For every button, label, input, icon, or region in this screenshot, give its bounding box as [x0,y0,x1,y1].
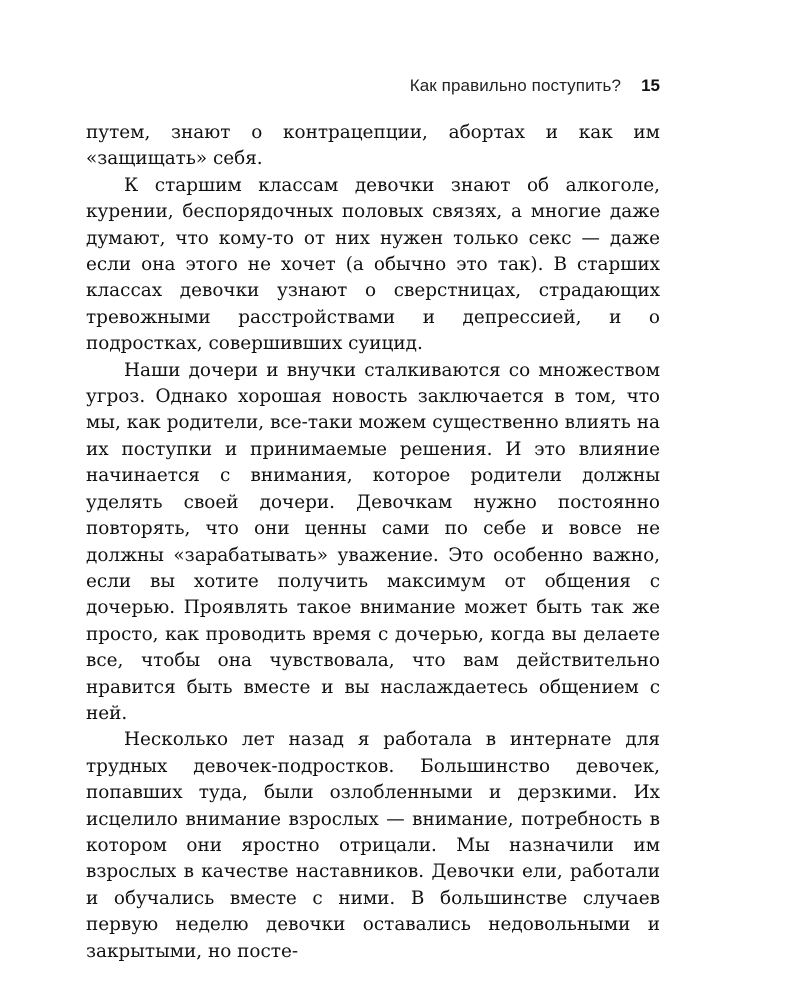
body-text [86,120,660,965]
paragraph: Наши дочери и внучки сталкиваются со множеством угроз. Однако хорошая новость заключается в том, что мы, как родители, все-таки можем существенно влиять на их поступки и принимаемые решения. И это влияние начинается с внимания, которое родители должны уделять своей дочери. Девочкам нужно постоянно повторять, что они ценны сами по себе и вовсе не должны «зарабатывать» уважение. Это особенно важно, если вы хотите получить максимум от общения с дочерью. Проявлять такое внимание может быть так же просто, как проводить время с дочерью, когда вы делаете все, чтобы она чувствовала, что вам действительно нравится быть вместе и вы наслаждаетесь общением с ней. [86,359,660,724]
paragraph: К старшим классам девочки знают об алкоголе, курении, беспорядочных половых связях, а многие даже думают, что кому-то от них нужен только секс — даже если она этого не хочет (а обычно это так). В старших классах девочки узнают о сверстницах, страдающих тревожными расстройствами и депрессией, и о подростках, совершивших суицид. [86,174,660,355]
running-title: Как правильно поступить? [409,76,622,95]
page-number: 15 [641,76,660,95]
paragraph-continued: путем, знают о контрацепции, абортах и как им «защищать» себя. [86,122,660,170]
running-head [86,76,660,100]
paragraph: Несколько лет назад я работала в интернате для трудных девочек-подростков. Большинство девочек, попавших туда, были озлобленными и дерзкими. Их исцелило внимание взрослых — внимание, потребность в котором они яростно отрицали. Мы назначили им взрослых в качестве наставников. Девочки ели, работали и обучались вместе с ними. В большинстве случаев первую неделю девочки оставались недовольными и закрытыми, но посте- [86,729,660,962]
